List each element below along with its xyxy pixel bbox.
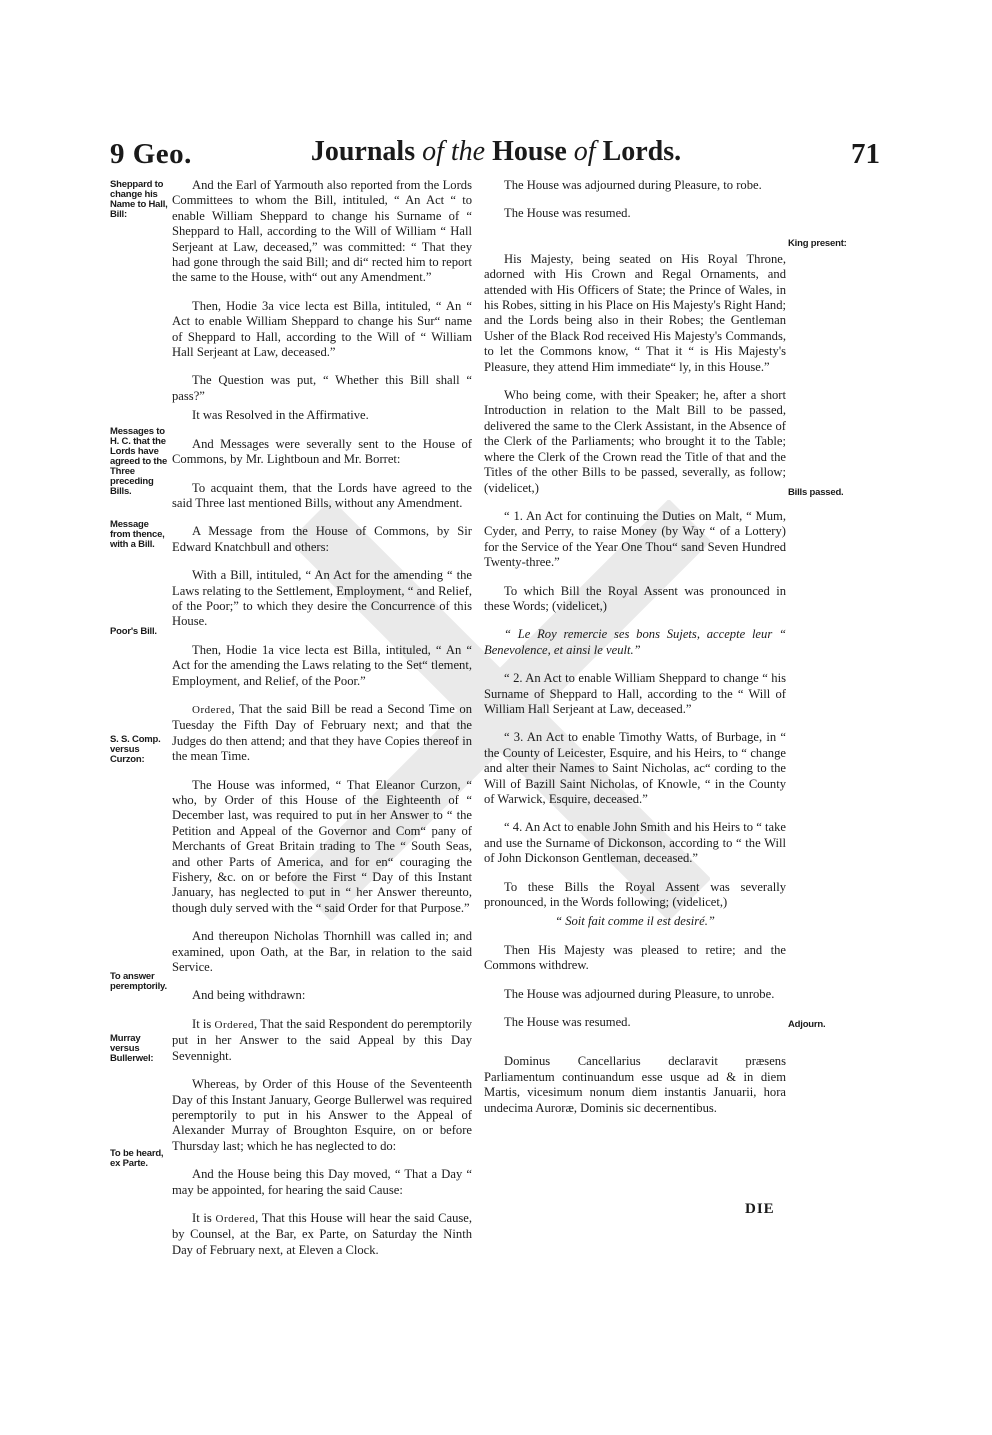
margin-note-to-be-heard: To be heard, ex Parte. [110,1148,164,1169]
paragraph: Then, Hodie 1a vice lecta est Billa, intituled, “ An “ Act for the amending the Laws relating to the Set“ tlement, Employment, and Relief, of the Poor.” [172,642,472,688]
margin-note-messages: Messages to H. C. that the Lords have agreed to the Three preceding Bills. [110,426,168,497]
paragraph: The House was resumed. [504,1015,631,1030]
paragraph: His Majesty, being seated on His Royal Throne, adorned with His Crown and Regal Ornaments, and attended with His Officers of State; the Prince of Wales, in his Robes, sitting in his Place on His Majesty's Right Hand; and the Lords being also in their Robes; the Gentleman Usher of the Black Rod received His Majesty's Commands, to let the Commons know, “ That it “ is His Majesty's Pleasure, they attend Him immediate“ ly, in this House.” [484,251,786,374]
margin-note-ss-comp: S. S. Comp. versus Curzon: [110,734,161,765]
paragraph: The House was informed, “ That Eleanor Curzon, “ who, by Order of this House of the Eighteenth of “ December last, was required to put in her Answer to “ the Petition and Appeal of the Governor and Com“ pany of Merchants of Great Britain trading to The “ South Seas, and other Parts of America, and for en“ couraging the Fishery, &c. on or before the First “ Day of this Instant January, has neglected to put in “ her Answer thereunto, though duly served with the “ said Order for that Purpose.” [172,777,472,915]
margin-note-sheppard: Sheppard to change his Name to Hall, Bill: [110,179,168,220]
paragraph: Ordered, That the said Bill be read a Second Time on Tuesday the Fifth Day of February next; and that the Judges do then attend; and that they have Copies thereof in the mean Time. [172,701,472,764]
paragraph: A Message from the House of Commons, by Sir Edward Knatchbull and others: [172,524,472,554]
margin-note-message-from: Message from thence, with a Bill. [110,519,165,550]
paragraph: “ 4. An Act to enable John Smith and his Heirs to “ take and use the Surname of Dickonson, according to “ the Will of John Dickonson Gentleman, deceased.” [484,820,786,866]
paragraph: And Messages were severally sent to the House of Commons, by Mr. Lightboun and Mr. Borret: [172,436,472,467]
regnal-year: 9 Geo. [110,138,192,170]
paragraph: The Question was put, “ Whether this Bill shall “ pass?” [172,373,472,403]
paragraph: To these Bills the Royal Assent was severally pronounced, in the Words following; (videlicet,) [484,879,786,910]
paragraph: Whereas, by Order of this House of the Seventeenth Day of this Instant January, George Bullerwel was required peremptorily to put in his Answer to the Appeal of Alexander Murray of Broughton Esquire, on or before Thursday last; which he has neglected to do: [172,1077,472,1153]
paragraph: Then His Majesty was pleased to retire; and the Commons withdrew. [484,942,786,973]
margin-note-to-answer: To answer peremptorily. [110,971,167,992]
page-number: 71 [851,138,880,170]
margin-note-king-present: King present: [788,238,847,249]
paragraph: And being withdrawn: [192,988,306,1003]
margin-note-poors-bill: Poor's Bill. [110,626,157,637]
paragraph: It is Ordered, That the said Respondent do peremptorily put in her Answer to the said Appeal by this Day Sevennight. [172,1016,473,1063]
paragraph: And thereupon Nicholas Thornhill was called in; and examined, upon Oath, at the Bar, in relation to the said Service. [172,929,472,975]
paragraph: “ 1. An Act for continuing the Duties on Malt, “ Mum, Cyder, and Perry, to raise Money (by Way “ of a Lottery) for the Service of the Year One Thou“ sand Seven Hundred Twenty-three.” [484,508,786,570]
paragraph: It is Ordered, That this House will hear the said Cause, by Counsel, at the Bar, ex Parte, on Saturday the Ninth Day of February next, at Eleven a Clock. [172,1210,473,1257]
margin-note-murray: Murray versus Bullerwel: [110,1033,154,1064]
paragraph: And the House being this Day moved, “ That a Day “ may be appointed, for hearing the said Cause: [172,1167,472,1197]
paragraph: To which Bill the Royal Assent was pronounced in these Words; (videlicet,) [484,583,786,613]
margin-note-adjourn: Adjourn. [788,1019,826,1030]
paragraph: The House was resumed. [504,206,631,221]
paragraph: With a Bill, intituled, “ An Act for the amending “ the Laws relating to the Settlement, Employment, “ and Relief, of the Poor;” to which they desire the Concurrence of this House. [172,568,472,629]
page-header [0,136,992,176]
royal-assent-formula: “ Le Roy remercie ses bons Sujets, accepte leur “ Benevolence, et ainsi le veult.” [484,627,786,657]
paragraph: The House was adjourned during Pleasure, to unrobe. [504,986,775,1001]
paragraph: “ 3. An Act to enable Timothy Watts, of Burbage, in “ the County of Leicester, Esquire, and his Heirs, to “ change and alter their Names to Saint Nicholas, ac“ cording to the Will of Bazill Saint Nicholas, of Knowle, “ in the County of Warwick, Esquire, deceased.” [484,730,786,806]
paragraph: To acquaint them, that the Lords have agreed to the said Three last mentioned Bills, without any Amendment. [172,480,472,510]
margin-note-bills-passed: Bills passed. [788,487,844,498]
journal-title: Journals of the House of Lords. [310,136,682,167]
paragraph: Dominus Cancellarius declaravit præsens Parliamentum continuandum esse usque ad & in diem Martis, vicesimum nonum diem instantis Januarii, hora undecima Auroræ, Dominis sic decernentibus. [484,1054,786,1115]
catchword: DIE [745,1201,775,1217]
left-column [172,178,472,1271]
royal-assent-formula: “ Soit fait comme il est desiré.” [555,914,715,929]
paragraph: It was Resolved in the Affirmative. [192,408,369,423]
paragraph: And the Earl of Yarmouth also reported from the Lords Committees to whom the Bill, intituled, “ An Act “ to enable William Sheppard to change his Surname of “ Sheppard to Hall, according to the Will of William “ Hall Serjeant at Law, deceased,” was committed: “ That they had gone through the said Bill; and di“ rected him to report the same to the House, with“ out any Amendment.” [172,178,472,285]
paragraph: The House was adjourned during Pleasure, to robe. [504,178,762,192]
paragraph: Then, Hodie 3a vice lecta est Billa, intituled, “ An “ Act to enable William Sheppard to change his Sur“ name of Sheppard to Hall, according to the Will of “ William Hall Serjeant at Law, deceased.” [172,298,472,360]
right-column [484,178,786,1129]
paragraph: “ 2. An Act to enable William Sheppard to change “ his Surname of Sheppard to Hall, according to the “ Will of William Hall Serjeant at Law, deceased.” [484,671,786,716]
paragraph: Who being come, with their Speaker; he, after a short Introduction in relation to the Malt Bill to be passed, delivered the same to the Clerk Assistant, in the Absence of the Clerk of the Parliaments; who brought it to the Table; where the Clerk of the Crown read the Title of that and the Titles of the other Bills to be passed, severally, as follow; (videlicet,) [484,388,786,495]
